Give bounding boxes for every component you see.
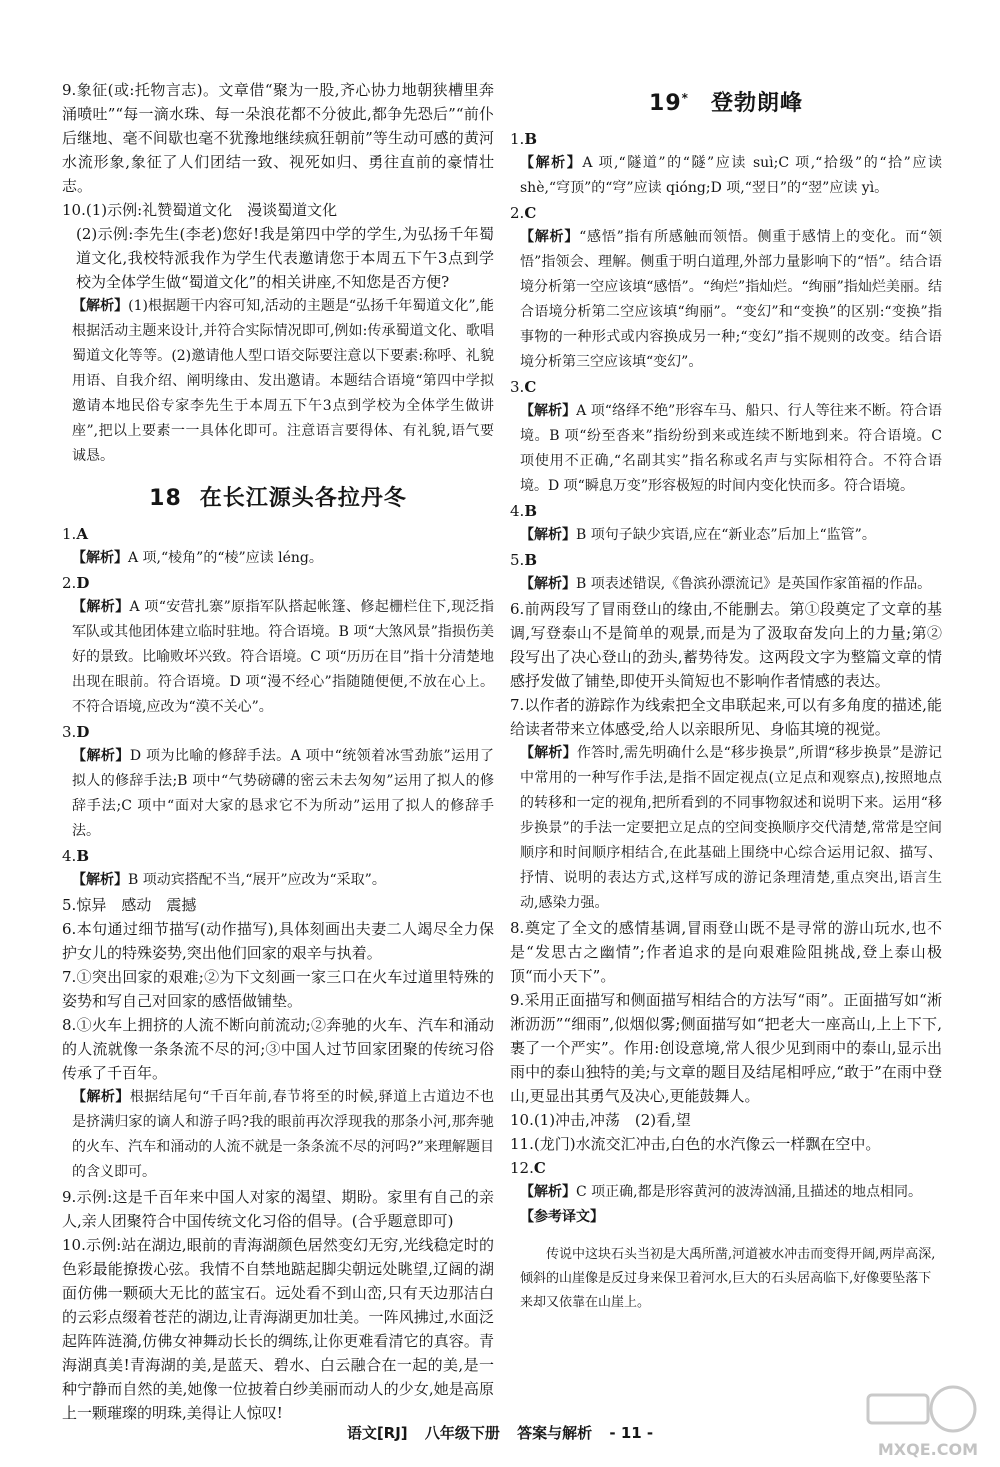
analysis-note — [510, 1180, 942, 1205]
question-number: 8. — [510, 919, 525, 937]
answer-choice: D — [76, 723, 90, 741]
question-number: 5. — [62, 896, 77, 914]
analysis-note — [62, 294, 494, 469]
question-number: 1. — [510, 130, 525, 148]
analysis-note — [510, 741, 942, 916]
analysis-tag: 【解析】 — [72, 599, 130, 615]
answer-item — [62, 522, 494, 546]
answer-text: 作答时,需先明确什么是“移步换景”,所谓“移步换景”是游记中常用的一种写作手法,是指不固定视点(立足点和观察点),按照地点的转移和一定的视角,把所看到的不同事物叙述和说明下来。运用“移步换景”的手法一定要把立足点的空间变换顺序交代清楚,常常是空间顺序和时间顺序相结合,在此基础上围绕中心综合运用记叙、描写、抒情、说明的表达方式,这样写成的游记条理清楚,重点突出,语言生动,感染力强。 — [520, 745, 943, 911]
question-number: 9. — [510, 991, 525, 1009]
analysis-tag: 【解析】 — [520, 403, 577, 419]
answer-choice: B — [524, 130, 537, 148]
question-number: 10. — [62, 1236, 86, 1254]
analysis-tag: 【解析】 — [520, 527, 576, 543]
answer-text: B 项表述错误,《鲁滨孙漂流记》是英国作家笛福的作品。 — [576, 576, 932, 592]
answer-item — [62, 917, 494, 965]
answer-text: A 项,“隧道”的“隧”应读 suì;C 项,“拾级”的“拾”应读 shè,“穹顶”的“穹”应读 qióng;D 项,“翌日”的“翌”应读 yì。 — [520, 155, 942, 196]
analysis-note — [62, 595, 494, 720]
answer-item — [510, 375, 942, 399]
section-number: 19 — [649, 91, 682, 116]
section-19-answers — [510, 127, 942, 1230]
answer-item — [510, 693, 942, 741]
watermark-text: MXQE.COM — [877, 1440, 978, 1459]
analysis-tag: 【解析】 — [72, 1089, 130, 1105]
question-number: 12. — [510, 1159, 534, 1177]
answer-text: ①火车上拥挤的人流不断向前流动;②奔驰的火车、汽车和涌动的人流就像一条条流不尽的河;③中国人过节回家团聚的传统习俗传承了千百年。 — [62, 1016, 494, 1082]
answer-item — [510, 597, 942, 693]
question-number: 7. — [62, 968, 77, 986]
analysis-tag: 【解析】 — [72, 872, 128, 888]
question-number: 3. — [510, 378, 525, 396]
answer-item — [62, 571, 494, 595]
answer-text: 象征(或:托物言志)。文章借“聚为一股,齐心协力地朝狭槽里奔涌喷吐”“每一滴水珠、每一朵浪花都不分彼此,都争先恐后”“前仆后继地、毫不间歇也毫不犹豫地继续疯狂朝前”等生动可感的黄河水流形象,象征了人们团结一致、视死如归、勇往直前的豪情壮志。 — [62, 81, 494, 195]
question-number: 10. — [62, 201, 86, 219]
question-number: 3. — [62, 723, 77, 741]
answer-text: 本句通过细节描写(动作描写),具体刻画出夫妻二人竭尽全力保护女儿的特殊姿势,突出他们回家的艰辛与执着。 — [62, 920, 494, 962]
answer-text: 示例:站在湖边,眼前的青海湖颜色居然变幻无穷,光线稳定时的色彩最能撩拨心弦。我情不自禁地踮起脚尖朝远处眺望,辽阔的湖面仿佛一颗硕大无比的蓝宝石。远处看不到山峦,只有天边那洁白的云彩点缀着苍茫的湖边,让青海湖更加壮美。一阵风拂过,水面泛起阵阵涟漪,仿佛女神舞动长长的绸练,让你更难看清它的真容。青海湖真美!青海湖的美,是蓝天、碧水、白云融合在一起的美,是一种宁静而自然的美,她像一位披着白纱美丽而动人的少女,她是高原上一颗璀璨的明珠,美得让人惊叹! — [62, 1236, 494, 1422]
section-heading: 登勃朗峰 — [710, 91, 803, 116]
analysis-note — [510, 151, 942, 201]
answer-text: C 项正确,都是形容黄河的波涛汹涌,且描述的地点相同。 — [576, 1184, 923, 1200]
answer-text: 惊异 感动 震撼 — [76, 896, 197, 914]
answer-text: 示例:这是千百年来中国人对家的渴望、期盼。家里有自己的亲人,亲人团聚符合中国传统文化习俗的倡导。(合乎题意即可) — [62, 1188, 494, 1230]
question-number: 8. — [62, 1016, 77, 1034]
analysis-note — [510, 225, 942, 375]
answer-text: A 项“安营扎寨”原指军队搭起帐篷、修起栅栏住下,现泛指军队或其他团体建立临时驻地。符合语境。B 项“大煞风景”指损伤美好的景致。比喻败坏兴致。符合语境。C 项“历历在目”指十分清楚地出现在眼前。符合语境。D 项“漫不经心”指随随便便,不放在心上。不符合语境,应改为“漠不关心”。 — [72, 599, 495, 715]
analysis-note — [62, 1085, 494, 1185]
answer-item — [62, 965, 494, 1013]
question-number: 11. — [510, 1135, 534, 1153]
answer-item — [62, 222, 494, 294]
analysis-note — [62, 546, 494, 571]
answer-item — [62, 198, 494, 222]
analysis-note — [510, 572, 942, 597]
answer-text: A 项“络绎不绝”形容车马、船只、行人等往来不断。符合语境。B 项“纷至沓来”指纷纷到来或连续不断地到来。符合语境。C 项使用不正确,“名副其实”指名称或名声与实际相符合。不符合语境。D 项“瞬息万变”形容极短的时间内变化快而多。符合语境。 — [520, 403, 943, 494]
analysis-tag: 【解析】 — [520, 155, 583, 171]
question-number: 10. — [510, 1111, 534, 1129]
question-number: 7. — [510, 696, 525, 714]
question-number: 4. — [62, 847, 77, 865]
answer-item — [510, 1156, 942, 1180]
left-column — [62, 78, 494, 1425]
answer-text: (2)示例:李先生(李老)您好!我是第四中学的学生,为弘扬千年蜀道文化,我校特派我作为学生代表邀请您于本周五下午3点到学校为全体学生做“蜀道文化”的相关讲座,不知您是否方便? — [76, 225, 494, 291]
answer-text: B 项句子缺少宾语,应在“新业态”后加上“监管”。 — [576, 527, 876, 543]
answer-item — [62, 78, 494, 198]
answer-text: “感悟”指有所感触而领悟。侧重于感情上的变化。而“领悟”指领会、理解。侧重于明白道理,外部力量影响下的“悟”。结合语境分析第一空应该填“感悟”。“绚烂”指灿烂。“绚丽”指灿烂美丽。结合语境分析第二空应该填“绚丽”。“变幻”和“变换”的区别:“变换”指事物的一种形式或内容换成另一种;“变幻”指不规则的改变。结合语境分析第三空应该填“变幻”。 — [520, 229, 942, 370]
analysis-note — [510, 399, 942, 499]
answer-text: ①突出回家的艰难;②为下文刻画一家三口在火车过道里特殊的姿势和写自己对回家的感悟做铺垫。 — [62, 968, 494, 1010]
question-number: 6. — [510, 600, 525, 618]
question-number: 5. — [510, 551, 525, 569]
answer-item — [510, 916, 942, 988]
answer-item — [510, 1132, 942, 1156]
answer-choice: B — [524, 551, 537, 569]
section-19-title — [510, 86, 942, 117]
analysis-tag: 【解析】 — [72, 748, 130, 764]
analysis-note — [62, 744, 494, 844]
watermark-logo — [858, 1381, 978, 1459]
section-heading: 在长江源头各拉丹冬 — [199, 486, 407, 511]
question-number: 6. — [62, 920, 77, 938]
analysis-tag: 【解析】 — [520, 229, 580, 245]
answer-text: A 项,“棱角”的“棱”应读 léng。 — [128, 550, 323, 566]
analysis-tag: 【解析】 — [520, 1184, 576, 1200]
answer-text: (1)根据题干内容可知,活动的主题是“弘扬千年蜀道文化”,能根据活动主题来设计,并符合实际情况即可,例如:传承蜀道文化、歌唱蜀道文化等等。(2)邀请他人型口语交际要注意以下要素:称呼、礼貌用语、自我介绍、阐明缘由、发出邀请。本题结合语境“第四中学拟邀请本地民俗专家李先生于本周五下午3点到学校为全体学生做讲座”,把以上要素一一具体化即可。注意语言要得体、有礼貌,语气要诚恳。 — [72, 298, 495, 464]
answer-choice: B — [76, 847, 89, 865]
answer-item — [62, 1233, 494, 1425]
page-number: - 11 - — [609, 1424, 654, 1442]
answer-text: B 项动宾搭配不当,“展开”应改为“采取”。 — [128, 872, 386, 888]
answer-item — [62, 893, 494, 917]
section-number: 18 — [149, 486, 182, 511]
answer-text: D 项为比喻的修辞手法。A 项中“统领着冰雪劲旅”运用了拟人的修辞手法;B 项中“气势磅礴的密云未去匆匆”运用了拟人的修辞手法;C 项中“面对大家的恳求它不为所动”运用了拟人的修辞手法。 — [72, 748, 494, 839]
answer-item — [510, 127, 942, 151]
answer-text: 以作者的游踪作为线索把全文串联起来,可以有多角度的描述,能给读者带来立体感受,给人以亲眼所见、身临其境的视觉。 — [510, 696, 942, 738]
answer-item — [62, 1013, 494, 1085]
question-number: 4. — [510, 502, 525, 520]
answer-text: 采用正面描写和侧面描写相结合的方法写“雨”。正面描写如“淅淅沥沥”“细雨”,似烟似雾;侧面描写如“把老大一座高山,上上下下,裹了一个严实”。作用:创设意境,常人很少见到雨中的泰山,显示出雨中的泰山独特的美;与文章的题目及结尾相呼应,“敢于”在雨中登山,更显出其勇气及决心,更能鼓舞人。 — [510, 991, 942, 1105]
question-number: 1. — [62, 525, 77, 543]
answer-choice: D — [76, 574, 90, 592]
question-number: 9. — [62, 81, 77, 99]
right-column — [510, 78, 942, 1328]
answer-text: 根据结尾句“千百年前,春节将至的时候,驿道上古道边不也是挤满归家的谪人和游子吗?我的眼前再次浮现我的那条小河,那奔驰的火车、汽车和涌动的人流不就是一条条流不尽的河吗?”来理解题目的含义即可。 — [72, 1089, 494, 1180]
section-18-title — [62, 481, 494, 512]
answer-text: 前两段写了冒雨登山的缘由,不能删去。第①段奠定了文章的基调,写登泰山不是简单的观景,而是为了汲取奋发向上的力量;第②段写出了决心登山的劲头,蓄势待发。这两段文字为整篇文章的情感抒发做了铺垫,即使开头简短也不影响作者情感的表达。 — [510, 600, 942, 690]
analysis-tag: 【解析】 — [520, 576, 576, 592]
section-18-answers — [62, 522, 494, 1425]
answer-item — [510, 1108, 942, 1132]
answer-item — [62, 1185, 494, 1233]
answer-text: (1)示例:礼赞蜀道文化 漫谈蜀道文化 — [85, 201, 338, 219]
answer-item — [62, 844, 494, 868]
watermark-emblem-icon — [858, 1381, 978, 1441]
answer-item — [510, 201, 942, 225]
optional-mark: * — [681, 90, 689, 105]
page-footer — [0, 1422, 1000, 1443]
answer-item — [62, 720, 494, 744]
question-number: 9. — [62, 1188, 77, 1206]
footer-label: 答案与解析 — [517, 1424, 593, 1442]
answer-choice: C — [533, 1159, 546, 1177]
answer-item — [510, 499, 942, 523]
analysis-tag: 【解析】 — [520, 745, 577, 761]
answer-text: (1)冲击,冲荡 (2)看,望 — [533, 1111, 691, 1129]
question-number: 2. — [62, 574, 77, 592]
question-number: 2. — [510, 204, 525, 222]
analysis-tag: 【参考译文】 — [520, 1209, 604, 1225]
answer-choice: B — [524, 502, 537, 520]
answer-choice: A — [76, 525, 88, 543]
footer-subject: 语文[RJ] — [346, 1424, 408, 1442]
answer-choice: C — [524, 204, 537, 222]
analysis-tag: 【解析】 — [72, 550, 128, 566]
answer-text: 奠定了全文的感情基调,冒雨登山既不是寻常的游山玩水,也不是“发思古之幽情”;作者追求的是向艰难险阻挑战,登上泰山极顶“而小天下”。 — [510, 919, 942, 985]
analysis-note — [62, 868, 494, 893]
answer-text: (龙门)水流交汇冲击,白色的水汽像云一样飘在空中。 — [533, 1135, 881, 1153]
analysis-note — [510, 523, 942, 548]
analysis-tag: 【解析】 — [72, 298, 129, 314]
answer-choice: C — [524, 378, 537, 396]
answer-item — [510, 988, 942, 1108]
reference-translation: 传说中这块石头当初是大禹所凿,河道被水冲击而变得开阔,两岸高深,倾斜的山崖像是反过身来保卫着河水,巨大的石头居高临下,好像要坠落下来却又依靠在山崖上。 — [520, 1247, 936, 1310]
answer-item — [510, 548, 942, 572]
footer-grade: 八年级下册 — [424, 1424, 500, 1442]
section-17-tail — [62, 78, 494, 469]
analysis-note — [510, 1205, 942, 1230]
